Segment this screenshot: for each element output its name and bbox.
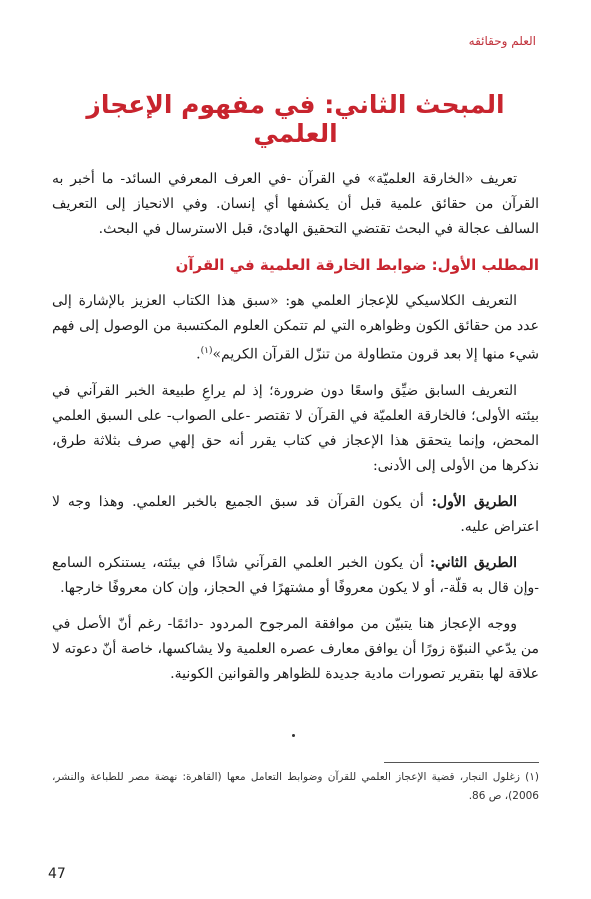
path-two-paragraph: [52, 551, 539, 601]
path-one-paragraph: [52, 490, 539, 540]
separator-dot: [292, 734, 295, 737]
path-one-text: أن يكون القرآن قد سبق الجميع بالخبر العلمي. وهذا وجه لا اعتراض عليه.: [52, 493, 539, 535]
critique-paragraph: التعريف السابق ضيِّق واسعًا دون ضرورة؛ إذ لم يراعِ طبيعة الخبر القرآني في بيئته الأولى؛ فالخارقة العلميّة في القرآن لا تقتصر -على الصواب- على السبق العلمي المحض، وإنما يتحقق هذا الإعجاز في كتاب يقرر أنه حق إلهي صرف بثلاثة طرق، نذكرها من الأولى إلى الأدنى:: [52, 382, 539, 474]
footnote-marker: (١): [200, 346, 213, 356]
path-one-label: الطريق الأول:: [431, 493, 517, 510]
body-text: [52, 167, 539, 698]
section-heading: المطلب الأول: ضوابط الخارقة العلمية في القرآن: [175, 256, 539, 274]
running-header: العلم وحقائقه: [468, 34, 536, 48]
intro-paragraph: تعريف «الخارقة العلميّة» في القرآن -في العرف المعرفي السائد- ما أخبر به القرآن من حقائق علمية قبل أن يكشفها أي إنسان. وفي الانحياز إلى التعريف السالف عجالة في البحث تقتضي التحقيق الهادئ، قبل الاسترسال في البحث.: [52, 171, 539, 237]
classic-definition-paragraph: التعريف الكلاسيكي للإعجاز العلمي هو: «سبق هذا الكتاب العزيز بالإشارة إلى عدد من حقائق الكون وظواهره التي لم تتمكن العلوم المكتسبة من الوصول إلى فهم شيء منها إلا بعد قرون متطاولة من تنزّل القرآن الكريم»$^{(١)}$.: [52, 293, 539, 363]
path-two-label: الطريق الثاني:: [429, 554, 517, 571]
path-two-text: أن يكون الخبر العلمي القرآني شاذًا في بيئته، يستنكره السامع -وإن قال به قلّة-، أو لا يكون معروفًا أو مشتهرًا في الحجاز، وإن كان معروفًا خارجها.: [52, 554, 539, 596]
footnote-divider: [384, 762, 539, 763]
chapter-title: المبحث الثاني: في مفهوم الإعجاز العلمي: [86, 90, 505, 148]
miracle-aspect-paragraph: ووجه الإعجاز هنا يتبيّن من موافقة المرجوح المردود -دائمًا- رغم أنّ الأصل في من يدّعي النبوّة زورًا أن يوافق معارف عصره العلمية ولا يشاكسها، خاصة أنّ دعوته لا علاقة لها بتقرير تصورات مادية جديدة للظواهر والقوانين الكونية.: [52, 615, 539, 682]
footnote: (١) زغلول النجار، قضية الإعجاز العلمي للقرآن وضوابط التعامل معها (القاهرة: نهضة مصر للطباعة والنشر، 2006)، ص 86.: [52, 771, 539, 802]
page-number: 47: [48, 866, 66, 882]
classic-definition-text: التعريف الكلاسيكي للإعجاز العلمي هو: «سبق هذا الكتاب العزيز بالإشارة إلى عدد من حقائق الكون وظواهره التي لم تتمكن العلوم المكتسبة من الوصول إلى فهم شيء منها إلا بعد قرون متطاولة من تنزّل القرآن الكريم»: [52, 293, 539, 363]
